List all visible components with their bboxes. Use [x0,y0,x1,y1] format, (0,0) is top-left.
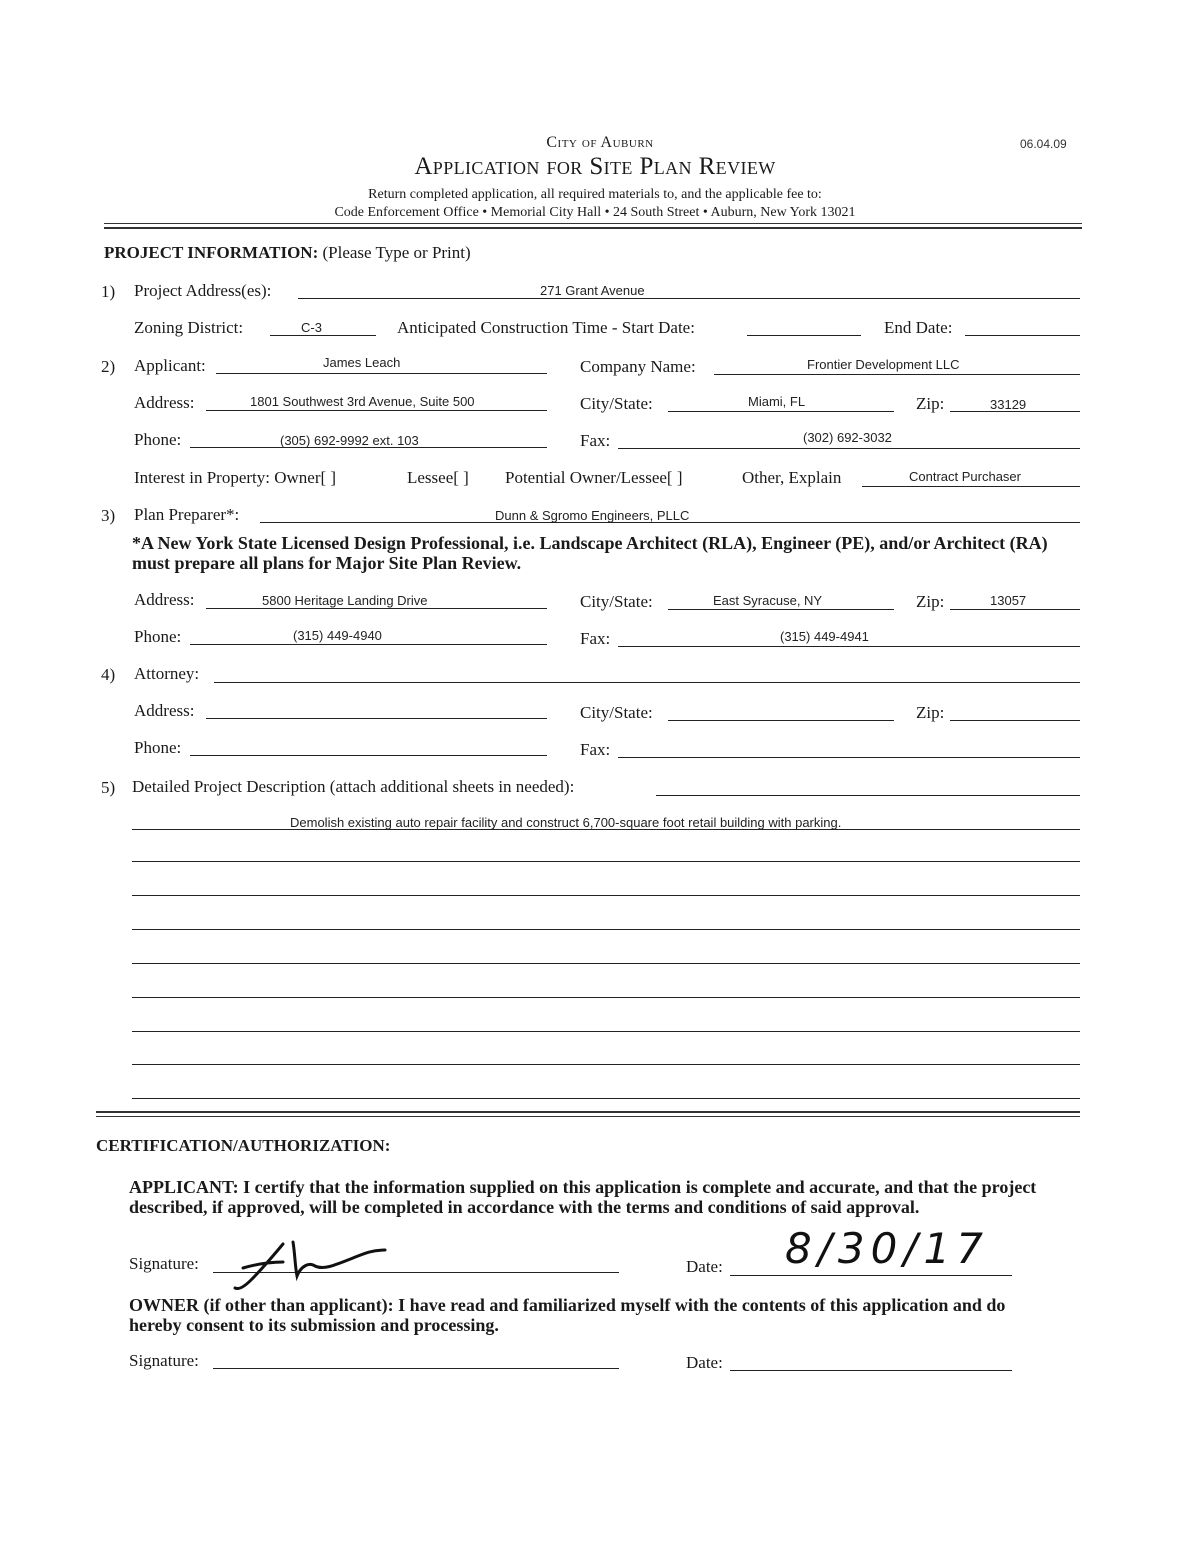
attorney-zip-label: Zip: [916,703,945,722]
return-instructions: Return completed application, all required materials to, and the applicable fee to: [368,187,822,202]
applicant-date-value: 8/30/17 [785,1224,989,1273]
other-explain-value: Contract Purchaser [909,469,1021,484]
zoning-district-field[interactable] [270,335,376,336]
description-line-6[interactable] [132,997,1080,998]
city-name: City of Auburn [546,134,654,151]
preparer-fax-field[interactable] [618,646,1080,647]
project-address-field[interactable] [298,298,1080,299]
form-code: 06.04.09 [1020,137,1067,151]
project-info-note: (Please Type or Print) [322,243,471,262]
description-line-9[interactable] [132,1098,1080,1099]
preparer-city-field[interactable] [668,609,894,610]
description-label: Detailed Project Description (attach additional sheets in needed): [132,777,575,796]
applicant-certification-text: APPLICANT: I certify that the information supplied on this application is complete and accurate, and that the project described, if approved, will be completed in accordance with the terms and conditions of said approval. [129,1177,1037,1217]
applicant-field[interactable] [216,373,547,374]
section-4-number: 4) [101,665,116,684]
preparer-fax-value: (315) 449-4941 [780,629,869,644]
company-name-value: Frontier Development LLC [807,357,960,372]
section-3-number: 3) [101,506,116,525]
applicant-zip-label: Zip: [916,394,945,413]
applicant-signature-label: Signature: [129,1254,199,1273]
interest-in-property [134,468,336,488]
owner-signature-label: Signature: [129,1351,199,1370]
description-line-7[interactable] [132,1031,1080,1032]
attorney-label: Attorney: [134,664,200,683]
licensed-professional-note: *A New York State Licensed Design Professional, i.e. Landscape Architect (RLA), Engineer (PE), and/or Architect (RA) must prepare all plans for Major Site Plan Review. [132,533,1048,573]
form-title: Application for Site Plan Review [414,153,776,180]
attorney-fax-field[interactable] [618,757,1080,758]
header-rule-bottom [104,227,1082,229]
header-rule-top [104,223,1082,224]
description-line-8[interactable] [132,1064,1080,1065]
preparer-zip-label: Zip: [916,592,945,611]
description-line-2[interactable] [132,861,1080,862]
owner-checkbox[interactable]: Owner[ ] [274,468,337,487]
start-date-field[interactable] [747,335,861,336]
preparer-city-label: City/State: [580,592,653,611]
preparer-zip-field[interactable] [950,609,1080,610]
preparer-fax-label: Fax: [580,629,611,648]
owner-date-label: Date: [686,1353,723,1372]
attorney-address-field[interactable] [206,718,547,719]
description-line-3[interactable] [132,895,1080,896]
plan-preparer-value: Dunn & Sgromo Engineers, PLLC [495,508,690,523]
attorney-field[interactable] [214,682,1080,683]
preparer-phone-field[interactable] [190,644,547,645]
applicant-city-field[interactable] [668,411,894,412]
description-line-4[interactable] [132,929,1080,930]
applicant-signature-image [213,1236,393,1296]
applicant-date-label: Date: [686,1257,723,1276]
section-2-number: 2) [101,357,116,376]
preparer-city-value: East Syracuse, NY [713,593,823,608]
start-date-label: Anticipated Construction Time - Start Date: [397,318,695,337]
company-name-field[interactable] [714,374,1080,375]
applicant-city-value: Miami, FL [748,394,806,409]
preparer-address-value: 5800 Heritage Landing Drive [262,593,428,608]
zoning-district-label: Zoning District: [134,318,244,337]
description-value: Demolish existing auto repair facility and construct 6,700-square foot retail building with parking. [290,815,842,830]
owner-date-field[interactable] [730,1370,1012,1371]
applicant-value: James Leach [323,355,401,370]
description-line-5[interactable] [132,963,1080,964]
applicant-address-field[interactable] [206,410,547,411]
applicant-address-value: 1801 Southwest 3rd Avenue, Suite 500 [250,394,475,409]
project-address-value: 271 Grant Avenue [540,283,645,298]
preparer-phone-label: Phone: [134,627,182,646]
applicant-date-field[interactable] [730,1275,1012,1276]
attorney-zip-field[interactable] [950,720,1080,721]
attorney-city-field[interactable] [668,720,894,721]
section-5-number: 5) [101,778,116,797]
attorney-city-label: City/State: [580,703,653,722]
project-address-label: Project Address(es): [134,281,272,300]
zoning-district-value: C-3 [301,320,322,335]
other-explain-label: Other, Explain [742,468,842,487]
applicant-address-label: Address: [134,393,195,412]
applicant-phone-label: Phone: [134,430,182,449]
certification-heading: CERTIFICATION/AUTHORIZATION: [96,1136,391,1155]
potential-owner-checkbox[interactable]: Potential Owner/Lessee[ ] [505,468,683,487]
end-date-label: End Date: [884,318,953,337]
applicant-city-label: City/State: [580,394,653,413]
description-line-1[interactable] [132,829,1080,830]
project-info-title: PROJECT INFORMATION: [104,243,319,262]
preparer-address-field[interactable] [206,608,547,609]
plan-preparer-label: Plan Preparer*: [134,505,240,524]
preparer-phone-value: (315) 449-4940 [293,628,382,643]
project-info-heading [104,243,471,263]
attorney-phone-field[interactable] [190,755,547,756]
preparer-zip-value: 13057 [990,593,1027,608]
owner-signature-field[interactable] [213,1368,619,1369]
applicant-fax-field[interactable] [618,448,1080,449]
section-divider-bottom [96,1116,1080,1117]
applicant-fax-value: (302) 692-3032 [803,430,892,445]
office-address: Code Enforcement Office • Memorial City Hall • 24 South Street • Auburn, New York 13021 [334,205,856,220]
attorney-fax-label: Fax: [580,740,611,759]
section-1-number: 1) [101,282,116,301]
interest-label: Interest in Property: [134,468,270,487]
attorney-phone-label: Phone: [134,738,182,757]
end-date-field[interactable] [965,335,1080,336]
lessee-checkbox[interactable]: Lessee[ ] [407,468,469,487]
owner-certification-text: OWNER (if other than applicant): I have read and familiarized myself with the contents of this application and do hereby consent to its submission and processing. [129,1295,1006,1335]
applicant-label: Applicant: [134,356,206,375]
other-explain-field[interactable] [862,486,1080,487]
applicant-zip-value: 33129 [990,397,1027,412]
company-name-label: Company Name: [580,357,696,376]
section-divider-top [96,1111,1080,1113]
description-line-0[interactable] [656,795,1080,796]
attorney-address-label: Address: [134,701,195,720]
applicant-fax-label: Fax: [580,431,611,450]
preparer-address-label: Address: [134,590,195,609]
applicant-phone-value: (305) 692-9992 ext. 103 [280,433,419,448]
